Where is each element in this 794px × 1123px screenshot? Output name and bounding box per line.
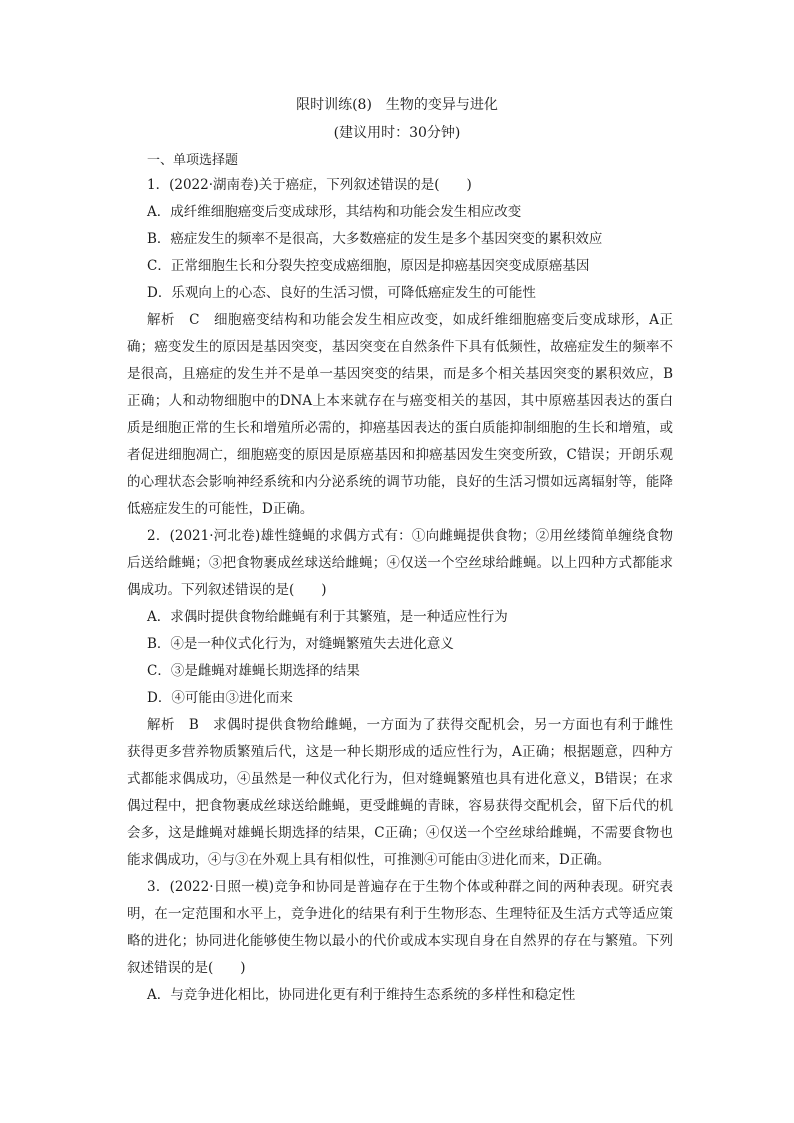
question-3 [127,874,673,1009]
analysis-line: 的心理状态会影响神经系统和内分泌系统的调节功能，良好的生活习惯如远离辐射等，能降 [127,474,673,490]
option-b: B．④是一种仪式化行为，对缝蝇繁殖失去进化意义 [147,636,454,652]
analysis-line: 正确；人和动物细胞中的DNA上本来就存在与癌变相关的基因，其中原癌基因表达的蛋白 [127,393,673,409]
analysis-line: 获得更多营养物质繁殖后代，这是一种长期形成的适应性行为，A正确；根据题意，四种方 [127,744,673,760]
option-a: A．成纤维细胞癌变后变成球形，其结构和功能会发生相应改变 [147,204,522,220]
option-a: A．与竞争进化相比，协同进化更有利于维持生态系统的多样性和稳定性 [147,987,576,1003]
document-body [127,150,673,1009]
question-stem: 2．(2021·河北卷)雄性缝蝇的求偶方式有：①向雌蝇提供食物；②用丝缕简单缠绕食物 [147,528,673,544]
analysis-line: 确；癌变发生的原因是基因突变，基因突变在自然条件下具有低频性，故癌症发生的频率不 [127,339,673,355]
analysis-1 [127,307,673,523]
question-1 [127,172,673,523]
question-stem: 3．(2022·日照一模)竞争和协同是普遍存在于生物个体或种群之间的两种表现。研究表 [147,879,673,895]
question-stem: 偶成功。下列叙述错误的是( ) [127,582,327,598]
analysis-line: 是很高，且癌症的发生并不是单一基因突变的结果，而是多个相关基因突变的累积效应，B [127,366,673,382]
question-stem: 明，在一定范围和水平上，竞争进化的结果有利于生物形态、生理特征及生活方式等适应策 [127,906,673,922]
section-heading: 一、单项选择题 [147,153,239,168]
analysis-line: 者促进细胞凋亡，细胞癌变的原因是原癌基因和抑癌基因发生突变所致，C错误；开朗乐观 [127,447,673,463]
option-a: A．求偶时提供食物给雌蝇有利于其繁殖，是一种适应性行为 [147,609,508,625]
option-c: C．正常细胞生长和分裂失控变成癌细胞，原因是抑癌基因突变成原癌基因 [147,258,590,274]
analysis-line: 解析 B 求偶时提供食物给雌蝇，一方面为了获得交配机会，另一方面也有利于雌性 [147,717,673,733]
option-c: C．③是雌蝇对雄蝇长期选择的结果 [147,663,360,679]
analysis-line: 质是细胞正常的生长和增殖所必需的，抑癌基因表达的蛋白质能抑制细胞的生长和增殖，或 [127,420,673,436]
analysis-2 [127,712,673,874]
question-2 [127,523,673,874]
analysis-line: 能求偶成功，④与③在外观上具有相似性，可推测④可能由③进化而来，D正确。 [127,852,611,868]
page-subtitle: (建议用时：30分钟) [333,125,461,141]
analysis-line: 低癌症发生的可能性，D正确。 [127,501,314,517]
page-title: 限时训练(8) 生物的变异与进化 [296,97,498,113]
question-stem: 叙述错误的是( ) [127,960,246,976]
analysis-line: 偶过程中，把食物裹成丝球送给雌蝇，更受雌蝇的青睐，容易获得交配机会，留下后代的机 [127,798,673,814]
question-stem: 1．(2022·湖南卷)关于癌症，下列叙述错误的是( ) [147,177,472,193]
option-d: D．④可能由③进化而来 [147,690,293,706]
analysis-line: 解析 C 细胞癌变结构和功能会发生相应改变，如成纤维细胞癌变后变成球形，A正 [147,312,673,328]
option-b: B．癌症发生的频率不是很高，大多数癌症的发生是多个基因突变的累积效应 [147,231,603,247]
analysis-line: 会多，这是雌蝇对雄蝇长期选择的结果，C正确；④仅送一个空丝球给雌蝇，不需要食物也 [127,825,673,841]
option-d: D．乐观向上的心态、良好的生活习惯，可降低癌症发生的可能性 [147,285,536,301]
question-stem: 略的进化；协同进化能够使生物以最小的代价或成本实现自身在自然界的存在与繁殖。下列 [127,933,673,949]
question-stem: 后送给雌蝇；③把食物裹成丝球送给雌蝇；④仅送一个空丝球给雌蝇。以上四种方式都能求 [127,555,673,571]
analysis-line: 式都能求偶成功，④虽然是一种仪式化行为，但对缝蝇繁殖也具有进化意义，B错误；在求 [127,771,673,787]
